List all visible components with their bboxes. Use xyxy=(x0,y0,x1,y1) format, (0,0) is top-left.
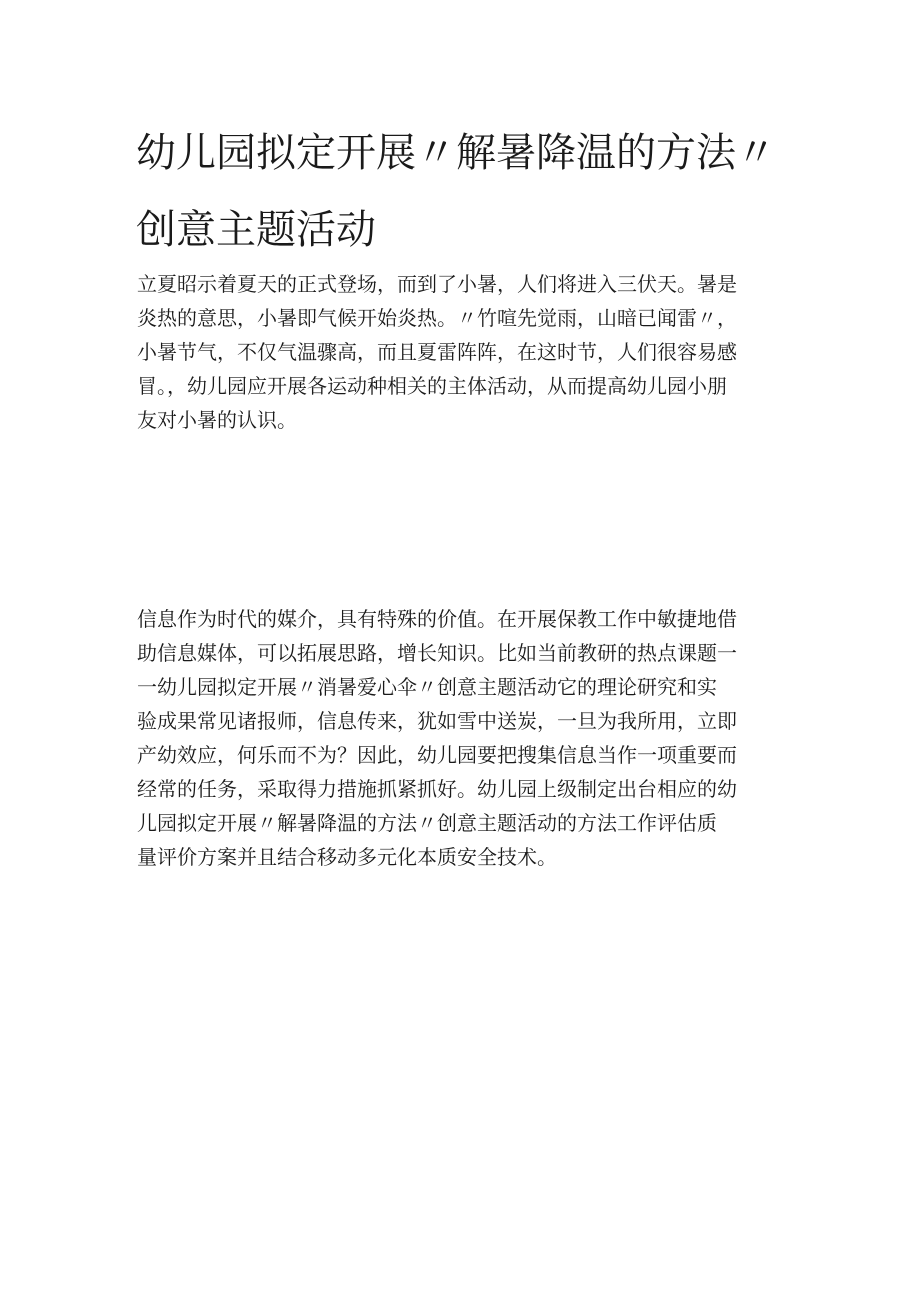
paragraph-line: 炎热的意思，小暑即气候开始炎热。〃竹喧先觉雨，山暗已闻雷〃， xyxy=(137,306,737,330)
paragraph-line: 验成果常见诸报师，信息传来，犹如雪中送炭，一旦为我所用，立即 xyxy=(137,709,737,733)
paragraph-line: 信息作为时代的媒介，具有特殊的价值。在开展保教工作中敏捷地借 xyxy=(137,607,737,631)
document-title-line-2: 创意主题活动 xyxy=(136,207,376,253)
paragraph-line: 小暑节气，不仅气温骤高，而且夏雷阵阵，在这时节，人们很容易感 xyxy=(137,340,737,364)
paragraph-line: 产幼效应，何乐而不为？因此，幼儿园要把搜集信息当作一项重要而 xyxy=(137,743,737,767)
paragraph-line: 助信息媒体，可以拓展思路，增长知识。比如当前教研的热点课题一 xyxy=(137,641,737,665)
paragraph-line: 儿园拟定开展〃解暑降温的方法〃创意主题活动的方法工作评估质 xyxy=(137,811,717,835)
document-title-line-1: 幼儿园拟定开展〃解暑降温的方法〃 xyxy=(136,130,776,176)
paragraph-line: 友对小暑的认识。 xyxy=(137,408,297,432)
body-paragraph-2 xyxy=(137,602,797,874)
body-paragraph-1 xyxy=(137,267,797,437)
paragraph-line: 一幼儿园拟定开展〃消暑爱心伞〃创意主题活动它的理论研究和实 xyxy=(137,675,717,699)
paragraph-line: 经常的任务，采取得力措施抓紧抓好。幼儿园上级制定出台相应的幼 xyxy=(137,777,737,801)
paragraph-line: 冒。，幼儿园应开展各运动种相关的主体活动，从而提高幼儿园小朋 xyxy=(137,374,727,398)
paragraph-line: 量评价方案并且结合移动多元化本质安全技术。 xyxy=(137,845,557,869)
paragraph-line: 立夏昭示着夏天的正式登场，而到了小暑，人们将进入三伏天。暑是 xyxy=(137,272,737,296)
